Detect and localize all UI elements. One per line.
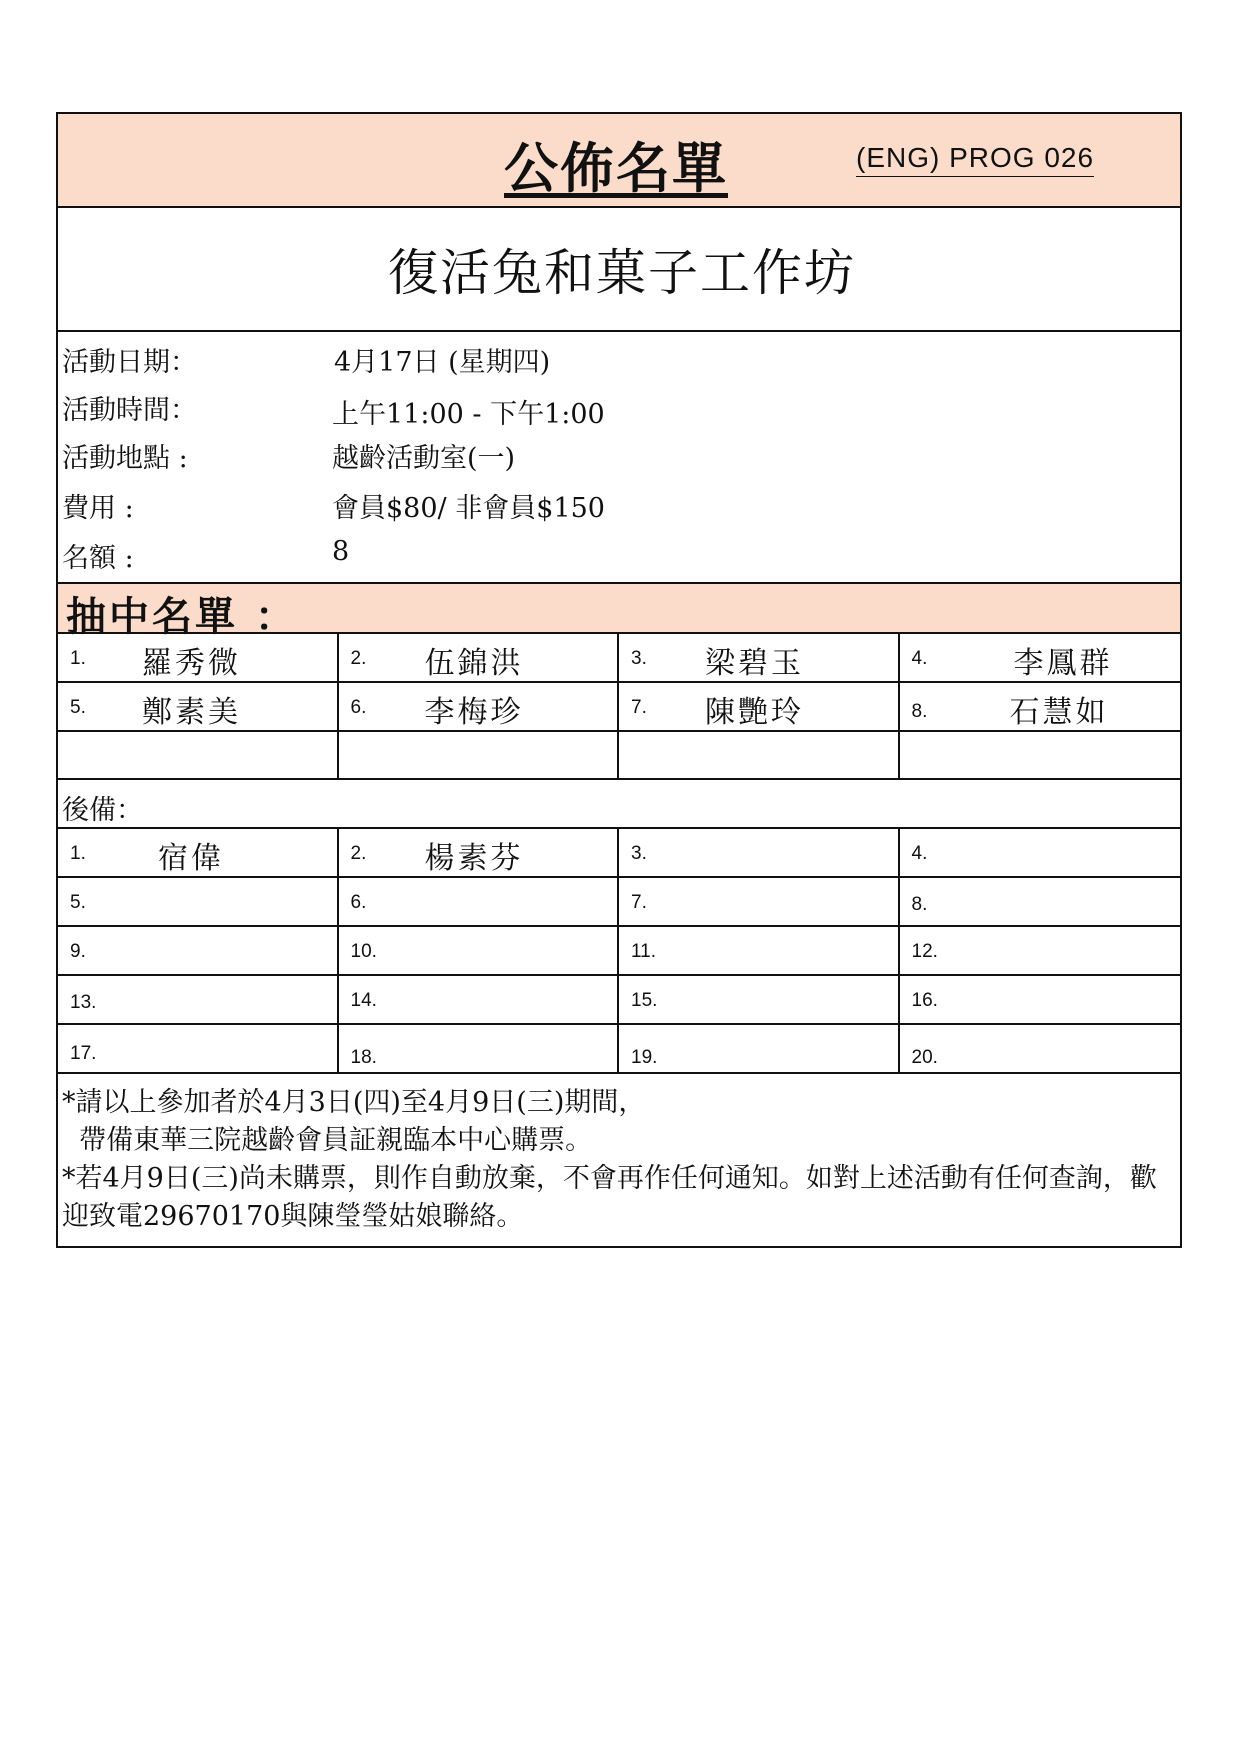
winners-row-1 xyxy=(58,634,1180,683)
winner-name: 李梅珍 xyxy=(424,695,524,730)
winner-number: 3. xyxy=(631,648,647,669)
winner-cell xyxy=(900,683,1181,730)
reserve-row-5 xyxy=(58,1025,1180,1074)
winner-number: 1. xyxy=(70,648,86,669)
winner-number: 4. xyxy=(911,648,928,669)
info-time-label: 活動時間： xyxy=(62,395,197,426)
info-date-label: 活動日期： xyxy=(62,347,197,378)
winner-number: 6. xyxy=(350,697,367,718)
info-date-value: 4月17日 (星期四) xyxy=(334,347,551,378)
reserve-cell xyxy=(339,1025,620,1072)
header-row xyxy=(58,114,1180,208)
announcement-sheet xyxy=(56,112,1182,1248)
reserve-cell xyxy=(619,976,900,1023)
winner-cell-empty xyxy=(900,732,1181,778)
reserve-cell xyxy=(619,829,900,876)
winner-name: 石慧如 xyxy=(1009,695,1109,730)
reserve-cell xyxy=(900,878,1181,925)
winner-cell-empty xyxy=(339,732,620,778)
reserve-number: 1. xyxy=(70,843,86,864)
winner-cell xyxy=(619,634,900,681)
reserve-cell xyxy=(339,976,620,1023)
winner-cell xyxy=(619,683,900,730)
reserve-number: 8. xyxy=(911,894,928,915)
reserve-cell xyxy=(619,1025,900,1072)
info-venue-label: 活動地點 : xyxy=(62,443,188,474)
reserve-row-3 xyxy=(58,927,1180,976)
page-title: 公佈名單 xyxy=(504,137,728,200)
reserve-title-row xyxy=(58,780,1180,829)
event-info-block xyxy=(58,332,1180,584)
winner-cell xyxy=(58,634,339,681)
info-fee-label: 費用 : xyxy=(62,493,134,524)
info-fee-value: 會員$80/ 非會員$150 xyxy=(332,493,605,524)
reserve-cell xyxy=(58,878,339,925)
reserve-row-1 xyxy=(58,829,1180,878)
reserve-row-4 xyxy=(58,976,1180,1025)
reserve-cell xyxy=(339,927,620,974)
winner-name: 李鳳群 xyxy=(1013,646,1113,681)
reserve-cell xyxy=(339,878,620,925)
reserve-number: 4. xyxy=(911,843,928,864)
reserve-cell xyxy=(900,976,1181,1023)
reserve-number: 11. xyxy=(631,941,657,962)
reserve-number: 15. xyxy=(631,990,658,1011)
winners-row-3 xyxy=(58,732,1180,780)
reserve-cell xyxy=(900,829,1181,876)
program-code: (ENG) PROG 026 xyxy=(856,142,1094,177)
winner-number: 5. xyxy=(70,697,86,718)
note-line-2: 帶備東華三院越齡會員証親臨本中心購票。 xyxy=(62,1125,593,1156)
winner-number: 7. xyxy=(631,697,647,718)
winners-title-row xyxy=(58,584,1180,640)
winner-cell xyxy=(339,634,620,681)
reserve-number: 3. xyxy=(631,843,647,864)
reserve-cell xyxy=(619,927,900,974)
info-quota-value: 8 xyxy=(332,536,350,567)
reserve-cell xyxy=(619,878,900,925)
reserve-number: 7. xyxy=(631,892,647,913)
note-line-3: *若4月9日(三)尚未購票，則作自動放棄，不會再作任何通知。如對上述活動有任何查詢，歡迎致電29670170與陳瑩瑩姑娘聯絡。 xyxy=(62,1163,1157,1232)
reserve-title: 後備： xyxy=(62,795,143,826)
winner-number: 2. xyxy=(350,648,367,669)
winner-name: 鄭素美 xyxy=(142,695,241,730)
reserve-number: 19. xyxy=(631,1047,658,1068)
winner-cell-empty xyxy=(58,732,339,778)
winner-name: 伍錦洪 xyxy=(424,646,524,681)
reserve-name: 宿偉 xyxy=(158,841,224,876)
winner-cell-empty xyxy=(619,732,900,778)
reserve-name: 楊素芬 xyxy=(424,841,524,876)
reserve-number: 6. xyxy=(350,892,367,913)
winner-name: 羅秀微 xyxy=(142,646,241,681)
winner-name: 梁碧玉 xyxy=(705,646,804,681)
winners-row-2 xyxy=(58,683,1180,732)
winner-cell xyxy=(339,683,620,730)
reserve-cell xyxy=(900,1025,1181,1072)
reserve-cell xyxy=(58,927,339,974)
winner-name: 陳艷玲 xyxy=(705,695,804,730)
winners-title: 抽中名單 ： xyxy=(66,594,298,640)
reserve-cell xyxy=(58,976,339,1023)
winner-cell xyxy=(58,683,339,730)
reserve-number: 14. xyxy=(350,990,377,1011)
notes-block xyxy=(58,1074,1180,1246)
reserve-cell xyxy=(58,1025,339,1072)
reserve-number: 10. xyxy=(350,941,377,962)
winner-number: 8. xyxy=(911,701,928,722)
reserve-number: 13. xyxy=(70,992,97,1013)
reserve-row-2 xyxy=(58,878,1180,927)
note-line-1: *請以上參加者於4月3日(四)至4月9日(三)期間， xyxy=(62,1087,646,1118)
reserve-number: 2. xyxy=(350,843,367,864)
reserve-number: 17. xyxy=(70,1043,97,1064)
event-row xyxy=(58,208,1180,332)
reserve-number: 16. xyxy=(911,990,938,1011)
reserve-number: 20. xyxy=(911,1047,938,1068)
info-time-value: 上午11:00 - 下午1:00 xyxy=(332,399,605,430)
reserve-number: 18. xyxy=(350,1047,377,1068)
info-quota-label: 名額 : xyxy=(62,543,134,574)
reserve-cell xyxy=(339,829,620,876)
reserve-cell xyxy=(900,927,1181,974)
info-venue-value: 越齡活動室(一) xyxy=(332,443,516,474)
event-name: 復活兔和菓子工作坊 xyxy=(388,244,856,302)
reserve-cell xyxy=(58,829,339,876)
reserve-number: 12. xyxy=(911,941,938,962)
reserve-number: 5. xyxy=(70,892,86,913)
winner-cell xyxy=(900,634,1181,681)
reserve-number: 9. xyxy=(70,941,86,962)
